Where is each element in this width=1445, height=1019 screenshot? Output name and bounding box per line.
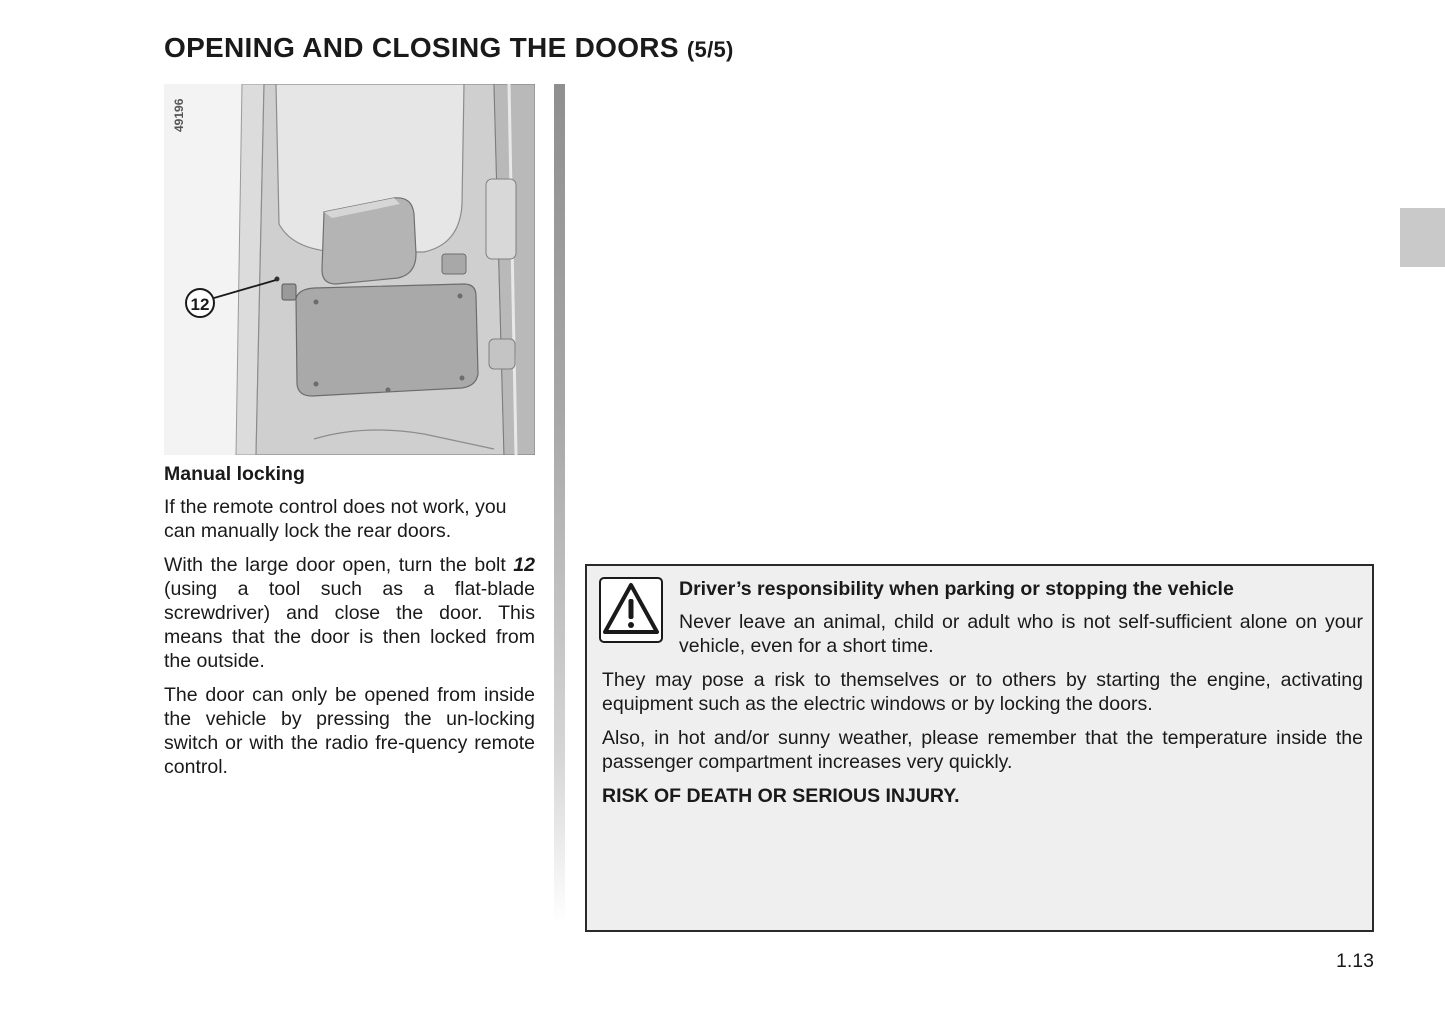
figure-ref-code: 49196: [172, 98, 186, 132]
section-thumb-tab: [1400, 208, 1445, 267]
rear-door-drawing: [164, 84, 535, 455]
bolt-reference: 12: [513, 554, 535, 576]
warning-para-1: They may pose a risk to themselves or to others by starting the engine, activating equipment such as the electric windows or by locking the doors.: [602, 669, 1363, 715]
warning-para-2: Also, in hot and/or sunny weather, please remember that the temperature inside the passenger compartment increases very quickly.: [602, 727, 1363, 773]
warning-risk-statement: RISK OF DEATH OR SERIOUS INJURY.: [602, 785, 960, 807]
rear-door-illustration: [164, 84, 535, 455]
warning-body: [602, 668, 1363, 818]
para2-text-before: With the large door open, turn the bolt: [164, 554, 514, 576]
column-divider: [554, 84, 565, 924]
manual-locking-para-1: If the remote control does not work, you can manually lock the rear doors.: [164, 496, 507, 542]
page-number: 1.13: [1336, 950, 1374, 972]
warning-triangle-icon: [599, 577, 663, 643]
manual-locking-heading: Manual locking: [164, 463, 305, 485]
page-title-text: OPENING AND CLOSING THE DOORS: [164, 32, 679, 63]
warning-intro: Never leave an animal, child or adult who is not self-sufficient alone on your vehicle, even for a short time.: [679, 611, 1363, 657]
para2-text-after: (using a tool such as a flat-blade screwdriver) and close the door. This means that the door is then locked from the outside.: [164, 578, 535, 672]
warning-title: Driver’s responsibility when parking or stopping the vehicle: [679, 578, 1234, 600]
manual-locking-section: [164, 462, 535, 789]
manual-locking-para-3: The door can only be opened from inside the vehicle by pressing the un-locking switch or with the radio fre-quency remote control.: [164, 684, 535, 778]
manual-locking-para-2: [164, 553, 535, 673]
callout-12-label: 12: [190, 295, 210, 314]
warning-box: [585, 564, 1374, 932]
page-title: [164, 32, 734, 64]
page-part-indicator: (5/5): [686, 37, 734, 62]
